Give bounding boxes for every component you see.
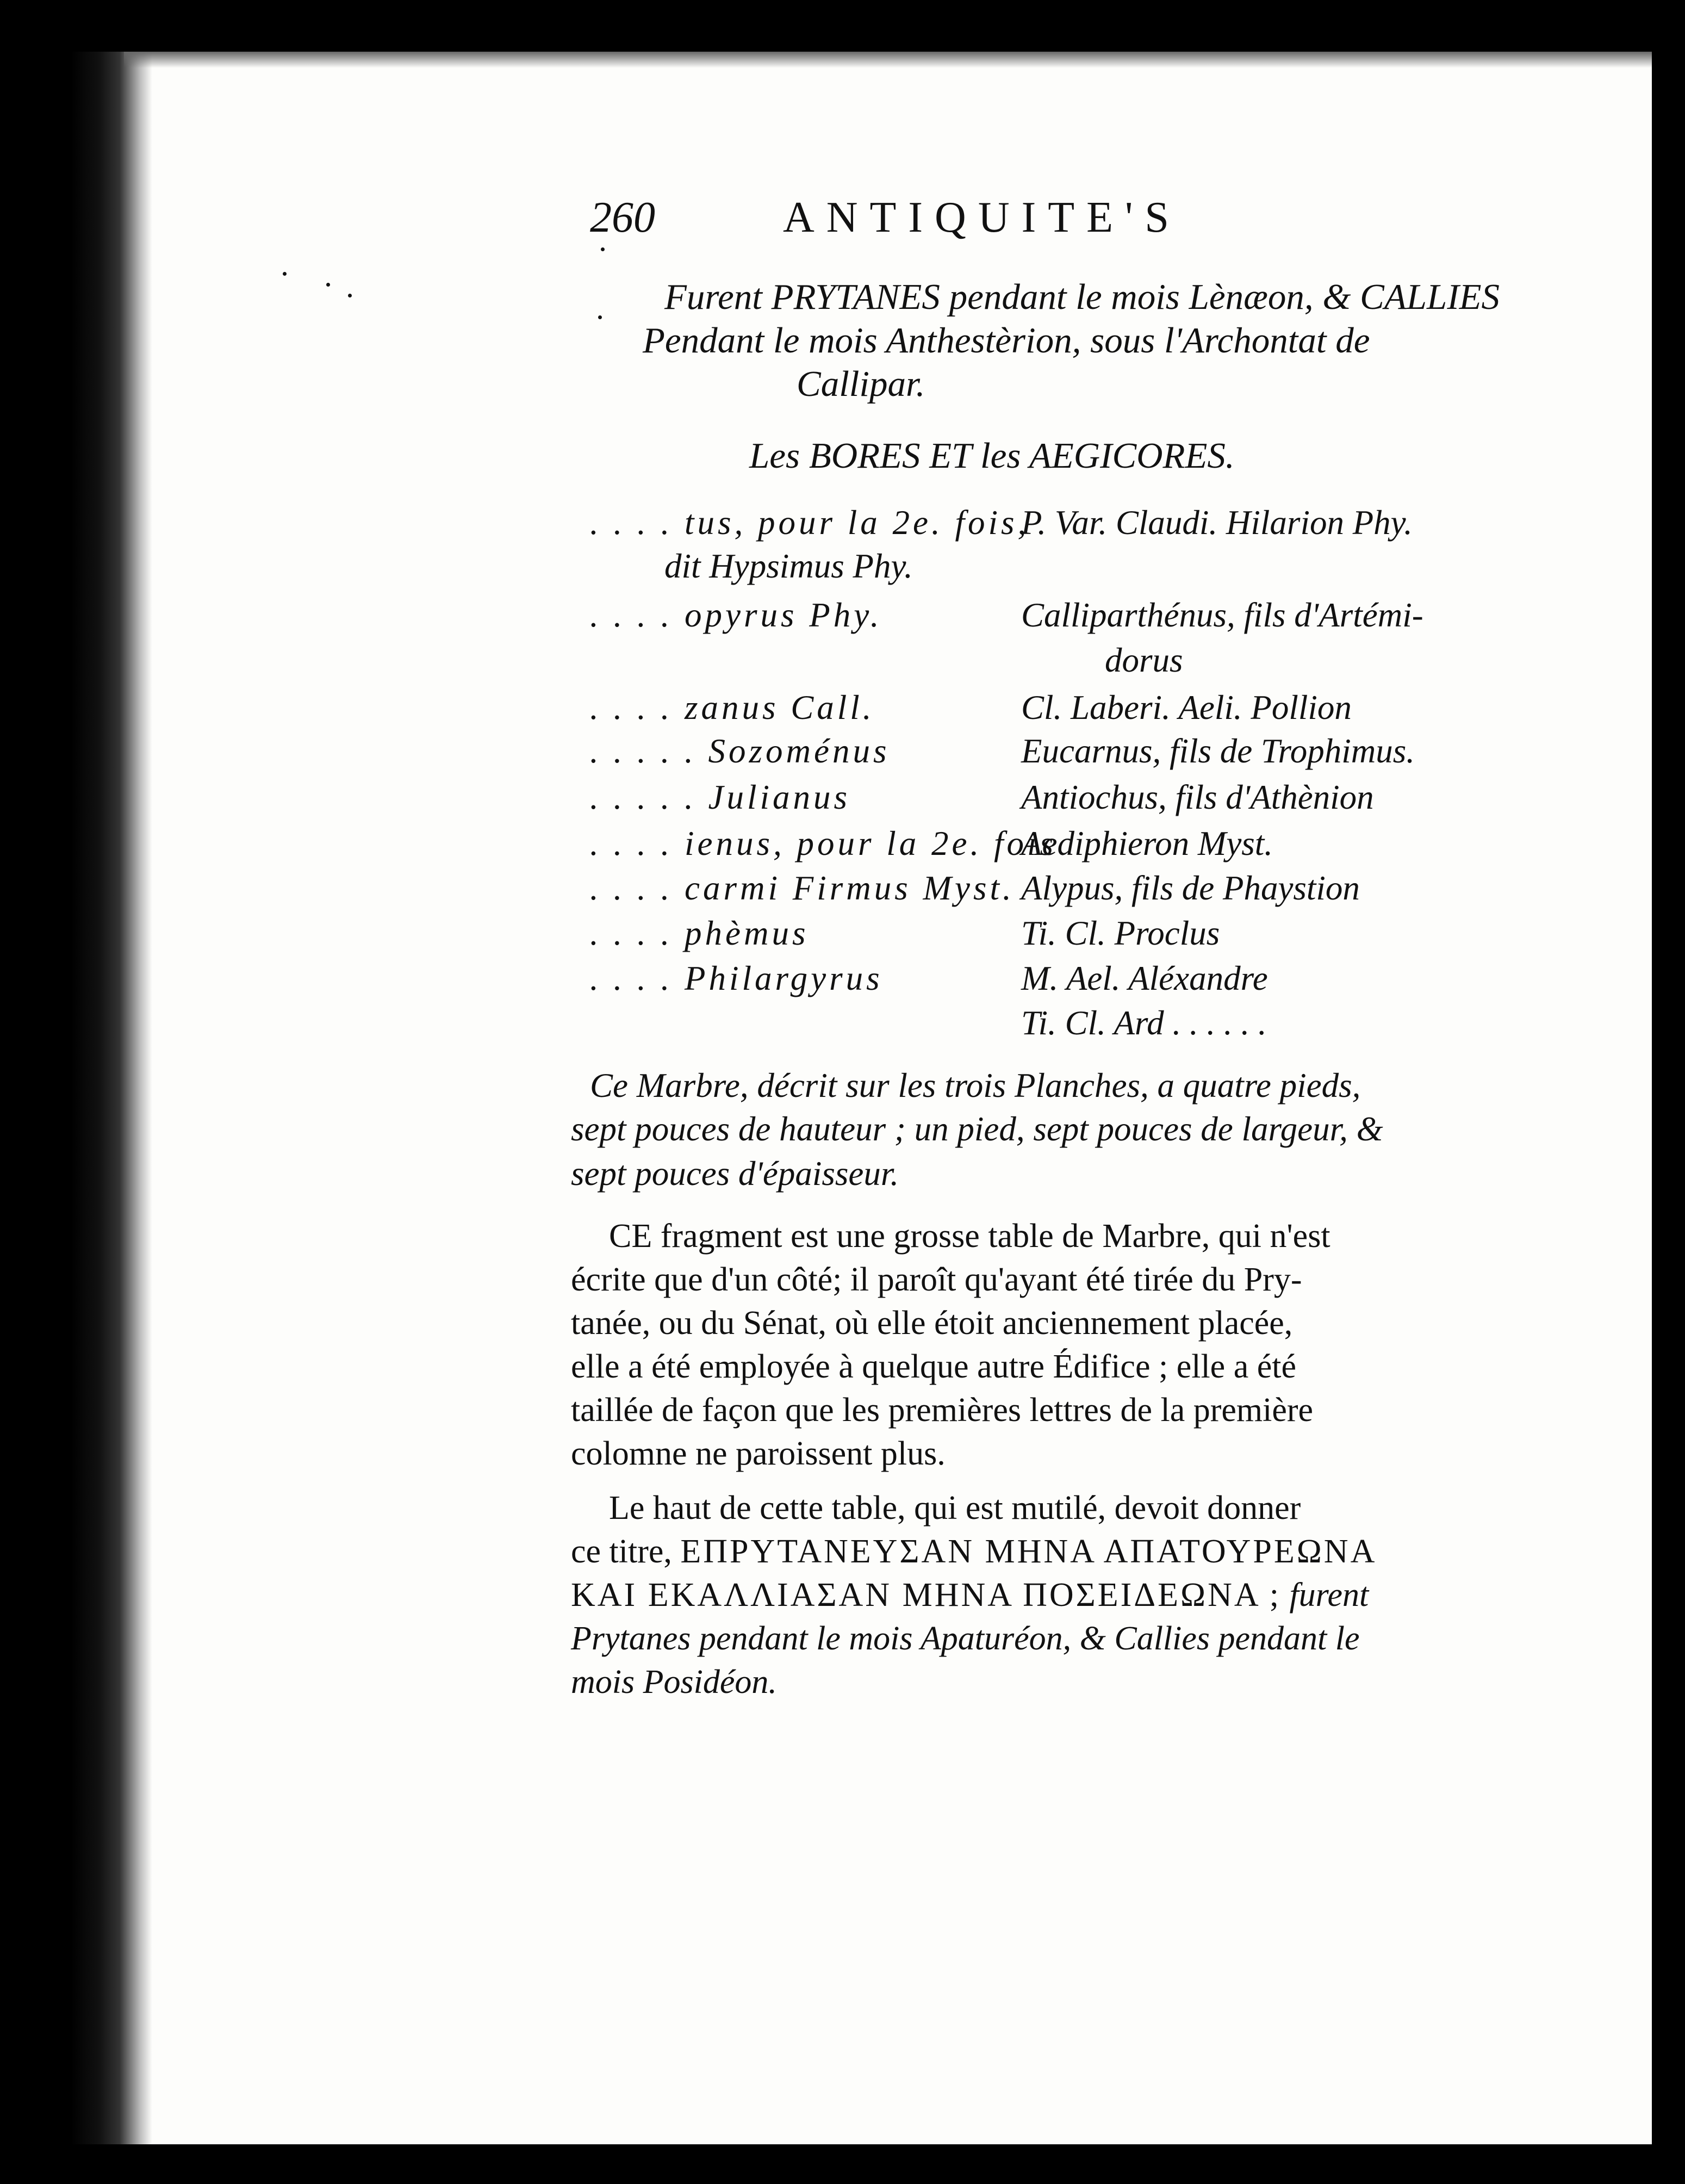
paragraph-line: mois Posidéon. xyxy=(571,1664,777,1701)
ink-speck xyxy=(283,272,287,276)
ink-speck xyxy=(348,294,352,297)
right-column-entry: Alypus, fils de Phaystion xyxy=(1021,869,1360,907)
book-spine-shadow xyxy=(71,52,152,2144)
paragraph-line: elle a été employée à quelque autre Édifice ; elle a été xyxy=(571,1348,1296,1385)
paragraph-text: furent xyxy=(1280,1577,1369,1614)
ink-speck xyxy=(598,315,602,319)
left-column-entry: . . . . phèmus xyxy=(590,914,809,952)
right-column-entry: Calliparthénus, fils d'Artémi- xyxy=(1021,596,1423,634)
page-number: 260 xyxy=(590,194,655,241)
paragraph-line: colomne ne paroissent plus. xyxy=(571,1435,946,1472)
paragraph-line: taillée de façon que les premières lettres de la première xyxy=(571,1392,1314,1429)
paragraph-line xyxy=(571,1532,1377,1571)
intro-line: Furent PRYTANES pendant le mois Lènæon, & CALLIES xyxy=(664,277,1500,317)
paragraph-line: tanée, ou du Sénat, où elle étoit anciennement placée, xyxy=(571,1305,1293,1342)
left-column-entry: . . . . ienus, pour la 2e. fois xyxy=(590,824,1056,863)
left-column-entry: . . . . . Sozoménus xyxy=(590,732,890,770)
marble-note-line: sept pouces de hauteur ; un pied, sept pouces de largeur, & xyxy=(571,1110,1383,1148)
left-column-entry: . . . . zanus Call. xyxy=(590,688,875,727)
left-column-entry: . . . . opyrus Phy. xyxy=(590,596,882,634)
paragraph-text: ce titre, xyxy=(571,1533,681,1570)
ink-speck xyxy=(326,283,330,287)
marble-note-line: Ce Marbre, décrit sur les trois Planches, a quatre pieds, xyxy=(590,1066,1361,1105)
right-column-entry: Eucarnus, fils de Trophimus. xyxy=(1021,732,1415,770)
right-column-entry: Ti. Cl. Proclus xyxy=(1021,914,1220,952)
right-column-entry: Cl. Laberi. Aeli. Pollion xyxy=(1021,688,1352,727)
paragraph-line: CE fragment est une grosse table de Marbre, qui n'est xyxy=(609,1218,1330,1255)
ink-speck xyxy=(601,247,605,251)
left-column-entry: . . . . . Julianus xyxy=(590,778,850,816)
running-title: ANTIQUITE'S xyxy=(783,194,1181,241)
marble-note-line: sept pouces d'épaisseur. xyxy=(571,1155,899,1193)
left-column-entry: . . . . carmi Firmus Myst. xyxy=(590,869,1015,907)
section-heading: Les BORES ET les AEGICORES. xyxy=(749,436,1235,476)
right-column-entry: M. Ael. Aléxandre xyxy=(1021,959,1268,997)
paragraph-line xyxy=(571,1576,1369,1615)
left-column-entry: . . . . Philargyrus xyxy=(590,959,883,997)
paragraph-line: Prytanes pendant le mois Apaturéon, & Callies pendant le xyxy=(571,1620,1360,1657)
right-column-entry: P. Var. Claudi. Hilarion Phy. xyxy=(1021,504,1413,542)
intro-line: Pendant le mois Anthestèrion, sous l'Archontat de xyxy=(643,320,1370,361)
right-column-entry: dorus xyxy=(1105,641,1183,679)
intro-line: Callipar. xyxy=(797,364,925,404)
right-column-entry: Antiochus, fils d'Athènion xyxy=(1021,778,1374,816)
page-top-edge xyxy=(124,52,1652,68)
left-column-entry: . . . . tus, pour la 2e. fois, xyxy=(590,504,1030,542)
right-column-entry: Ti. Cl. Ard . . . . . . xyxy=(1021,1004,1267,1042)
greek-title: ΚΑΙ ΕΚΑΛΛΙΑΣΑΝ ΜΗΝΑ ΠΟΣΕΙΔΕΩΝΑ ; xyxy=(571,1577,1281,1614)
greek-title: ΕΠΡΥΤΑΝΕΥΣΑΝ ΜΗΝΑ ΑΠΑΤΟΥΡΕΩΝΑ xyxy=(680,1533,1377,1570)
paragraph-line: écrite que d'un côté; il paroît qu'ayant été tirée du Pry- xyxy=(571,1261,1302,1298)
right-column-entry: Aediphieron Myst. xyxy=(1021,824,1273,863)
paragraph-line: Le haut de cette table, qui est mutilé, devoit donner xyxy=(609,1490,1301,1527)
left-column-entry: dit Hypsimus Phy. xyxy=(664,547,913,585)
